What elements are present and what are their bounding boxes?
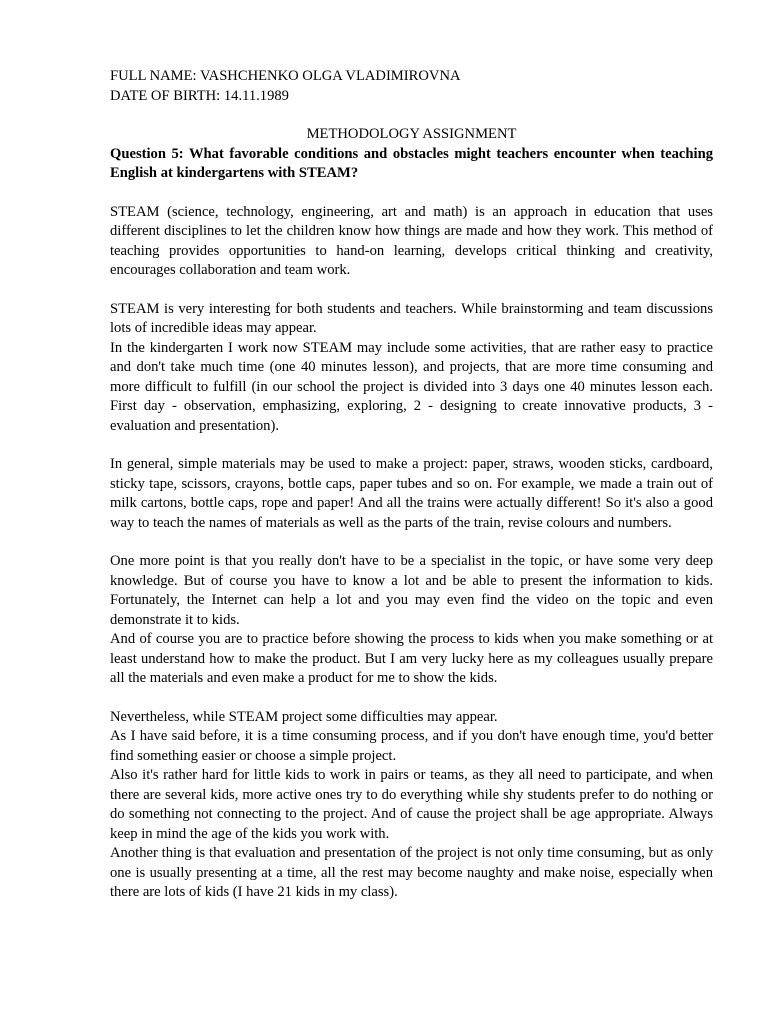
assignment-title: METHODOLOGY ASSIGNMENT — [306, 126, 517, 142]
spacer — [110, 436, 713, 455]
full-name-line: FULL NAME: VASHCHENKO OLGA VLADIMIROVNA — [110, 68, 461, 84]
paragraph-evaluation: Another thing is that evaluation and presentation of the project is not only time consuming, but as only one is usually presenting at a time, all the rest may become naughty and make noise, especially when there are lots of kids (I have 21 kids in my class). — [110, 845, 713, 900]
paragraph-steam-interest: STEAM is very interesting for both students and teachers. While brainstorming and team discussions lots of incredible ideas may appear. — [110, 300, 713, 336]
paragraph-steam-definition: STEAM (science, technology, engineering, art and math) is an approach in education that uses different disciplines to let the children know how things are made and how they work. This method of teaching provides opportunities to hand-on learning, develops critical thinking and creativity, encourages collaboration and team work. — [110, 203, 713, 278]
question-heading: Question 5: What favorable conditions and obstacles might teachers encounter when teaching English at kindergartens with STEAM? — [110, 145, 713, 181]
document-content — [110, 67, 713, 903]
paragraph-difficulties-intro: Nevertheless, while STEAM project some difficulties may appear. — [110, 708, 498, 725]
spacer — [110, 106, 713, 125]
spacer — [110, 281, 713, 300]
paragraph-materials: In general, simple materials may be used to make a project: paper, straws, wooden sticks, cardboard, sticky tape, scissors, crayons, bottle caps, paper tubes and so on. For example, we made a train out of milk cartons, bottle caps, rope and paper! And all the trains were actually different! So it's also a good way to teach the names of materials as well as the parts of the train, revise colours and numbers. — [110, 456, 713, 531]
paragraph-teamwork: Also it's rather hard for little kids to work in pairs or teams, as they all need to participate, and when there are several kids, more active ones try to do everything while shy students prefer to do nothing or do something not connecting to the project. And of cause the project shall be age appropriate. Always keep in mind the age of the kids you work with. — [110, 767, 713, 842]
paragraph-knowledge: One more point is that you really don't have to be a specialist in the topic, or have some very deep knowledge. But of course you have to know a lot and be able to present the information to kids. Fortunately, the Internet can help a lot and you may even find the video on the topic and even demonstrate it to kids. — [110, 553, 713, 628]
paragraph-time-consuming: As I have said before, it is a time consuming process, and if you don't have enough time, you'd better find something easier or choose a simple project. — [110, 728, 713, 764]
paragraph-practice: And of course you are to practice before showing the process to kids when you make something or at least understand how to make the product. But I am very lucky here as my colleagues usually prepare all the materials and even make a product for me to show the kids. — [110, 631, 713, 686]
date-of-birth-line: DATE OF BIRTH: 14.11.1989 — [110, 87, 289, 104]
spacer — [110, 184, 713, 203]
paragraph-kindergarten-activities: In the kindergarten I work now STEAM may include some activities, that are rather easy to practice and don't take much time (one 40 minutes lesson), and projects, that are more time consuming and more difficult to fulfill (in our school the project is divided into 3 days one 40 minutes lesson each. First day - observation, emphasizing, exploring, 2 - designing to create innovative products, 3 - evaluation and presentation). — [110, 339, 713, 434]
spacer — [110, 689, 713, 708]
spacer — [110, 533, 713, 552]
